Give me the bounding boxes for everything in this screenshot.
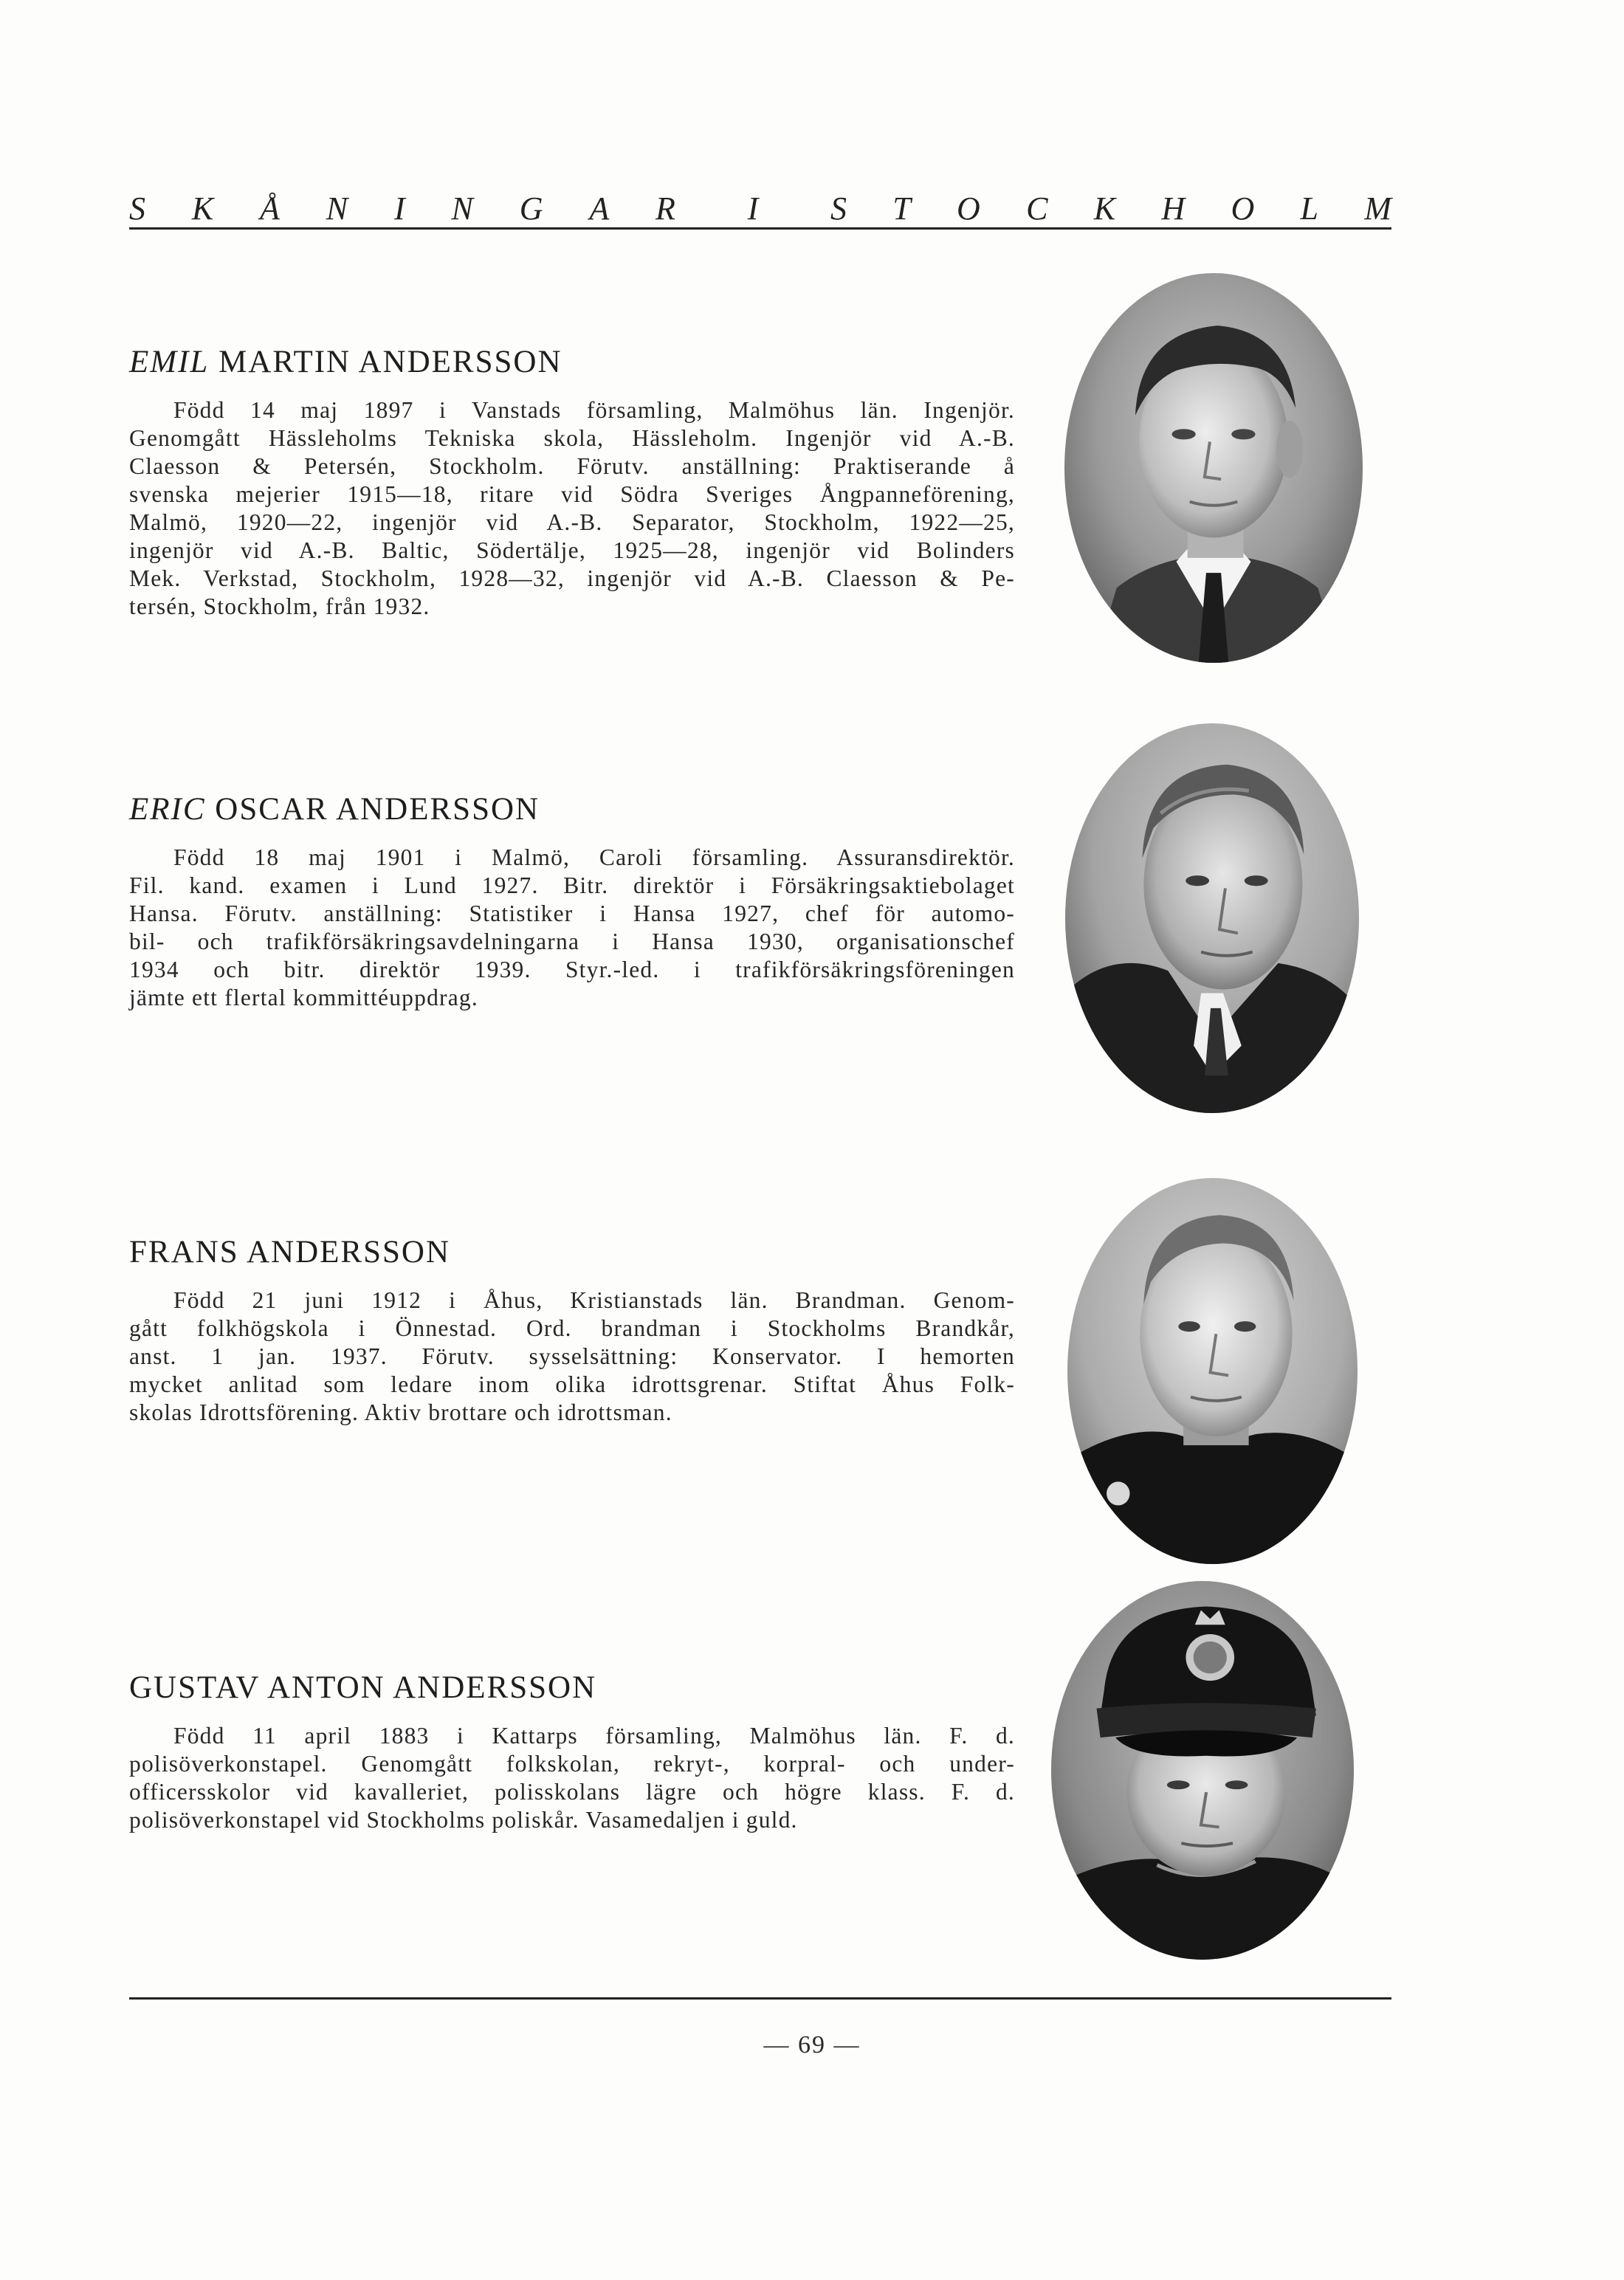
other-names: OSCAR ANDERSSON — [205, 792, 540, 827]
biography-entry — [129, 344, 1015, 621]
running-head-word-2 — [738, 190, 768, 227]
person-name — [129, 1670, 1015, 1706]
biography-line: jämte ett flertal kommittéuppdrag. — [129, 985, 478, 1010]
portrait-eric-icon — [1065, 723, 1359, 1113]
running-head — [129, 176, 1391, 227]
running-head-letter: C — [1026, 190, 1048, 227]
biography-line: Claesson & Petersén, Stockholm. Förutv. anställning: Praktiserande å — [129, 453, 1015, 479]
running-head-word-3 — [830, 190, 1391, 227]
biography-line: Genomgått Hässleholms Tekniska skola, Hässleholm. Ingenjör vid A.-B. — [129, 425, 1015, 451]
biography-line: ingenjör vid A.-B. Baltic, Södertälje, 1925—28, ingenjör vid Bolinders — [129, 537, 1015, 563]
biography-line: Född 14 maj 1897 i Vanstads församling, Malmöhus län. Ingenjör. — [173, 397, 1015, 423]
person-name — [129, 791, 1015, 827]
biography-entry — [129, 1670, 1015, 1834]
running-head-letter: T — [892, 190, 911, 227]
running-head-letter: N — [326, 190, 348, 227]
biography-line: Född 21 juni 1912 i Åhus, Kristianstads län. Brandman. Genom- — [173, 1287, 1015, 1313]
other-names: GUSTAV ANTON ANDERSSON — [129, 1670, 597, 1705]
biography-entry — [129, 791, 1015, 1012]
biography-line: bil- och trafikförsäkringsavdelningarna i Hansa 1930, organisationschef — [129, 929, 1015, 954]
biography-entry — [129, 1234, 1015, 1427]
biography-text — [129, 396, 1015, 621]
portrait-emil-icon — [1064, 273, 1363, 663]
running-head-letter: K — [191, 190, 214, 227]
person-name — [129, 1234, 1015, 1270]
running-head-letter: S — [129, 190, 145, 227]
running-head-letter: L — [1300, 190, 1318, 227]
footer-rule — [129, 1997, 1391, 2000]
biography-line: anst. 1 jan. 1937. Förutv. sysselsättning: Konservator. I hemorten — [129, 1343, 1015, 1369]
portrait-gustav-icon — [1051, 1581, 1354, 1960]
running-head-letter: K — [1093, 190, 1116, 227]
running-head-letter: Å — [260, 190, 280, 227]
running-head-letter: O — [957, 190, 980, 227]
biography-line: tersén, Stockholm, från 1932. — [129, 593, 430, 619]
biography-line: 1934 och bitr. direktör 1939. Styr.-led. i trafikförsäkringsföreningen — [129, 957, 1015, 982]
other-names: MARTIN ANDERSSON — [209, 345, 562, 379]
biography-line: Mek. Verkstad, Stockholm, 1928—32, ingenjör vid A.-B. Claesson & Pe- — [129, 565, 1015, 591]
running-head-word-1 — [129, 190, 675, 227]
biography-line: polisöverkonstapel vid Stockholms poliskår. Vasamedaljen i guld. — [129, 1807, 798, 1833]
biography-line: Hansa. Förutv. anställning: Statistiker i Hansa 1927, chef för automo- — [129, 900, 1015, 926]
page-number: — 69 — — [763, 2031, 861, 2059]
running-head-letter: I — [747, 190, 759, 227]
biography-text — [129, 1722, 1015, 1834]
biography-line: mycket anlitad som ledare inom olika idrottsgrenar. Stiftat Åhus Folk- — [129, 1371, 1015, 1397]
portrait-frans-icon — [1067, 1178, 1358, 1564]
given-name: ERIC — [129, 792, 206, 827]
biography-text — [129, 844, 1015, 1012]
other-names: FRANS ANDERSSON — [129, 1235, 451, 1270]
running-head-letter: O — [1231, 190, 1255, 227]
running-head-letter: H — [1161, 190, 1186, 227]
person-name — [129, 344, 1015, 380]
running-head-letter: S — [830, 190, 847, 227]
running-head-letter: R — [656, 190, 675, 227]
portrait-photo-icon — [1051, 1581, 1354, 1960]
biography-text — [129, 1287, 1015, 1427]
portrait-photo-icon — [1064, 273, 1363, 663]
running-head-letter: A — [589, 190, 610, 227]
given-name: EMIL — [129, 345, 210, 379]
biography-line: polisöverkonstapel. Genomgått folkskolan, rekryt-, korpral- och under- — [129, 1751, 1015, 1777]
biography-line: skolas Idrottsförening. Aktiv brottare och idrottsman. — [129, 1399, 672, 1425]
biography-line: gått folkhögskola i Önnestad. Ord. brandman i Stockholms Brandkår, — [129, 1315, 1015, 1341]
biography-line: Fil. kand. examen i Lund 1927. Bitr. direktör i Försäkringsaktiebolaget — [129, 872, 1015, 898]
biography-line: officersskolor vid kavalleriet, polisskolans lägre och högre klass. F. d. — [129, 1779, 1015, 1805]
biography-line: Född 11 april 1883 i Kattarps församling, Malmöhus län. F. d. — [173, 1723, 1015, 1749]
biography-line: Född 18 maj 1901 i Malmö, Caroli församling. Assuransdirektör. — [173, 844, 1015, 870]
portrait-photo-icon — [1065, 723, 1359, 1113]
portrait-photo-icon — [1067, 1178, 1358, 1564]
biography-line: svenska mejerier 1915—18, ritare vid Södra Sveriges Ångpanneförening, — [129, 481, 1015, 507]
running-head-letter: G — [519, 190, 543, 227]
running-head-letter: N — [451, 190, 473, 227]
running-head-letter: I — [393, 190, 405, 227]
biography-line: Malmö, 1920—22, ingenjör vid A.-B. Separator, Stockholm, 1922—25, — [129, 509, 1015, 535]
running-head-letter: M — [1364, 190, 1391, 227]
header-rule — [129, 227, 1391, 230]
